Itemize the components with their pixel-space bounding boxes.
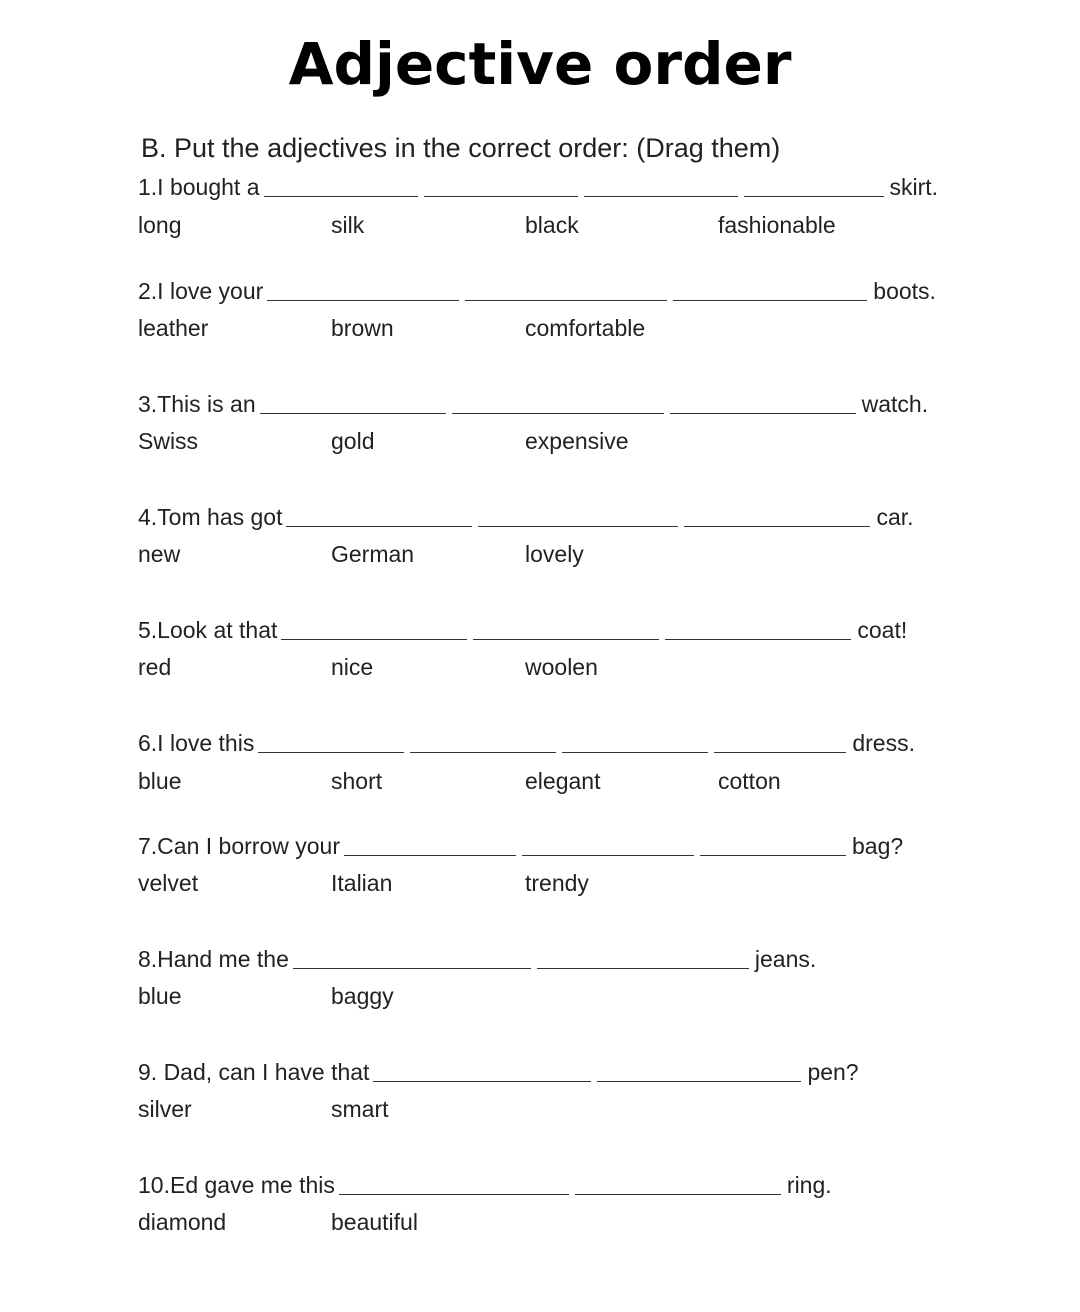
draggable-adjective[interactable]: brown	[331, 315, 394, 341]
exercise-sentence	[138, 391, 938, 418]
answer-blank-drop-zone[interactable]	[264, 178, 418, 197]
draggable-adjective[interactable]: blue	[138, 768, 182, 794]
sentence-suffix: bag?	[851, 833, 904, 859]
answer-blank-drop-zone[interactable]	[537, 950, 749, 969]
sentence-suffix: coat!	[857, 617, 908, 643]
draggable-adjective[interactable]: leather	[138, 315, 209, 341]
exercise-sentence	[138, 1059, 938, 1086]
exercise-sentence	[138, 1172, 938, 1199]
answer-blank-drop-zone[interactable]	[258, 734, 404, 753]
draggable-adjective[interactable]: beautiful	[331, 1209, 418, 1235]
answer-blank-drop-zone[interactable]	[293, 950, 531, 969]
sentence-suffix: car.	[876, 504, 914, 530]
answer-blank-drop-zone[interactable]	[673, 282, 867, 301]
sentence-prefix: 1.I bought a	[138, 174, 260, 200]
answer-blank-drop-zone[interactable]	[410, 734, 556, 753]
sentence-prefix: 2.I love your	[138, 278, 264, 304]
answer-blank-drop-zone[interactable]	[373, 1063, 591, 1082]
sentence-suffix: ring.	[786, 1172, 832, 1198]
draggable-adjective[interactable]: diamond	[138, 1209, 227, 1235]
exercise-sentence	[138, 617, 938, 644]
answer-blank-drop-zone[interactable]	[584, 178, 738, 197]
adjective-options	[138, 870, 938, 900]
sentence-suffix: skirt.	[889, 174, 939, 200]
draggable-adjective[interactable]: expensive	[525, 428, 629, 454]
sentence-prefix: 8.Hand me the	[138, 946, 289, 972]
answer-blank-drop-zone[interactable]	[281, 621, 467, 640]
answer-blank-drop-zone[interactable]	[522, 837, 694, 856]
answer-blank-drop-zone[interactable]	[267, 282, 459, 301]
exercise-sentence	[138, 174, 938, 201]
answer-blank-drop-zone[interactable]	[597, 1063, 801, 1082]
exercise-sentence	[138, 730, 938, 757]
draggable-adjective[interactable]: new	[138, 541, 181, 567]
draggable-adjective[interactable]: nice	[331, 654, 374, 680]
answer-blank-drop-zone[interactable]	[575, 1176, 781, 1195]
draggable-adjective[interactable]: red	[138, 654, 172, 680]
adjective-options	[138, 1096, 938, 1126]
draggable-adjective[interactable]: smart	[331, 1096, 389, 1122]
draggable-adjective[interactable]: silver	[138, 1096, 192, 1122]
sentence-suffix: watch.	[861, 391, 929, 417]
page-title: Adjective order	[288, 30, 792, 98]
draggable-adjective[interactable]: short	[331, 768, 383, 794]
draggable-adjective[interactable]: Swiss	[138, 428, 199, 454]
sentence-prefix: 5.Look at that	[138, 617, 278, 643]
sentence-prefix: 10.Ed gave me this	[138, 1172, 335, 1198]
adjective-options	[138, 768, 938, 798]
exercise-sentence	[138, 278, 938, 305]
draggable-adjective[interactable]: velvet	[138, 870, 199, 896]
sentence-prefix: 9. Dad, can I have that	[138, 1059, 370, 1085]
answer-blank-drop-zone[interactable]	[714, 734, 846, 753]
exercise-sentence	[138, 833, 938, 860]
exercise-sentence	[138, 504, 938, 531]
answer-blank-drop-zone[interactable]	[700, 837, 846, 856]
draggable-adjective[interactable]: Italian	[331, 870, 393, 896]
answer-blank-drop-zone[interactable]	[344, 837, 516, 856]
adjective-options	[138, 983, 938, 1013]
draggable-adjective[interactable]: cotton	[718, 768, 781, 794]
answer-blank-drop-zone[interactable]	[478, 508, 678, 527]
sentence-suffix: boots.	[873, 278, 936, 304]
adjective-options	[138, 654, 938, 684]
answer-blank-drop-zone[interactable]	[424, 178, 578, 197]
adjective-options	[138, 1209, 938, 1239]
sentence-prefix: 6.I love this	[138, 730, 255, 756]
answer-blank-drop-zone[interactable]	[339, 1176, 569, 1195]
adjective-options	[138, 315, 938, 345]
answer-blank-drop-zone[interactable]	[670, 395, 856, 414]
answer-blank-drop-zone[interactable]	[562, 734, 708, 753]
answer-blank-drop-zone[interactable]	[744, 178, 884, 197]
sentence-prefix: 3.This is an	[138, 391, 256, 417]
sentence-suffix: pen?	[807, 1059, 859, 1085]
answer-blank-drop-zone[interactable]	[473, 621, 659, 640]
adjective-options	[138, 428, 938, 458]
draggable-adjective[interactable]: gold	[331, 428, 375, 454]
answer-blank-drop-zone[interactable]	[260, 395, 446, 414]
adjective-options	[138, 541, 938, 571]
adjective-options	[138, 212, 938, 242]
answer-blank-drop-zone[interactable]	[665, 621, 851, 640]
sentence-suffix: dress.	[852, 730, 915, 756]
sentence-prefix: 4.Tom has got	[138, 504, 283, 530]
draggable-adjective[interactable]: black	[525, 212, 579, 238]
sentence-suffix: jeans.	[754, 946, 817, 972]
answer-blank-drop-zone[interactable]	[684, 508, 870, 527]
draggable-adjective[interactable]: woolen	[525, 654, 598, 680]
draggable-adjective[interactable]: long	[138, 212, 182, 238]
draggable-adjective[interactable]: lovely	[525, 541, 584, 567]
draggable-adjective[interactable]: German	[331, 541, 415, 567]
answer-blank-drop-zone[interactable]	[286, 508, 472, 527]
draggable-adjective[interactable]: blue	[138, 983, 182, 1009]
answer-blank-drop-zone[interactable]	[465, 282, 667, 301]
draggable-adjective[interactable]: elegant	[525, 768, 601, 794]
exercise-sentence	[138, 946, 938, 973]
sentence-prefix: 7.Can I borrow your	[138, 833, 340, 859]
draggable-adjective[interactable]: trendy	[525, 870, 589, 896]
draggable-adjective[interactable]: fashionable	[718, 212, 836, 238]
instruction-text: B. Put the adjectives in the correct order: (Drag them)	[141, 133, 781, 163]
answer-blank-drop-zone[interactable]	[452, 395, 664, 414]
draggable-adjective[interactable]: baggy	[331, 983, 394, 1009]
draggable-adjective[interactable]: comfortable	[525, 315, 646, 341]
draggable-adjective[interactable]: silk	[331, 212, 365, 238]
